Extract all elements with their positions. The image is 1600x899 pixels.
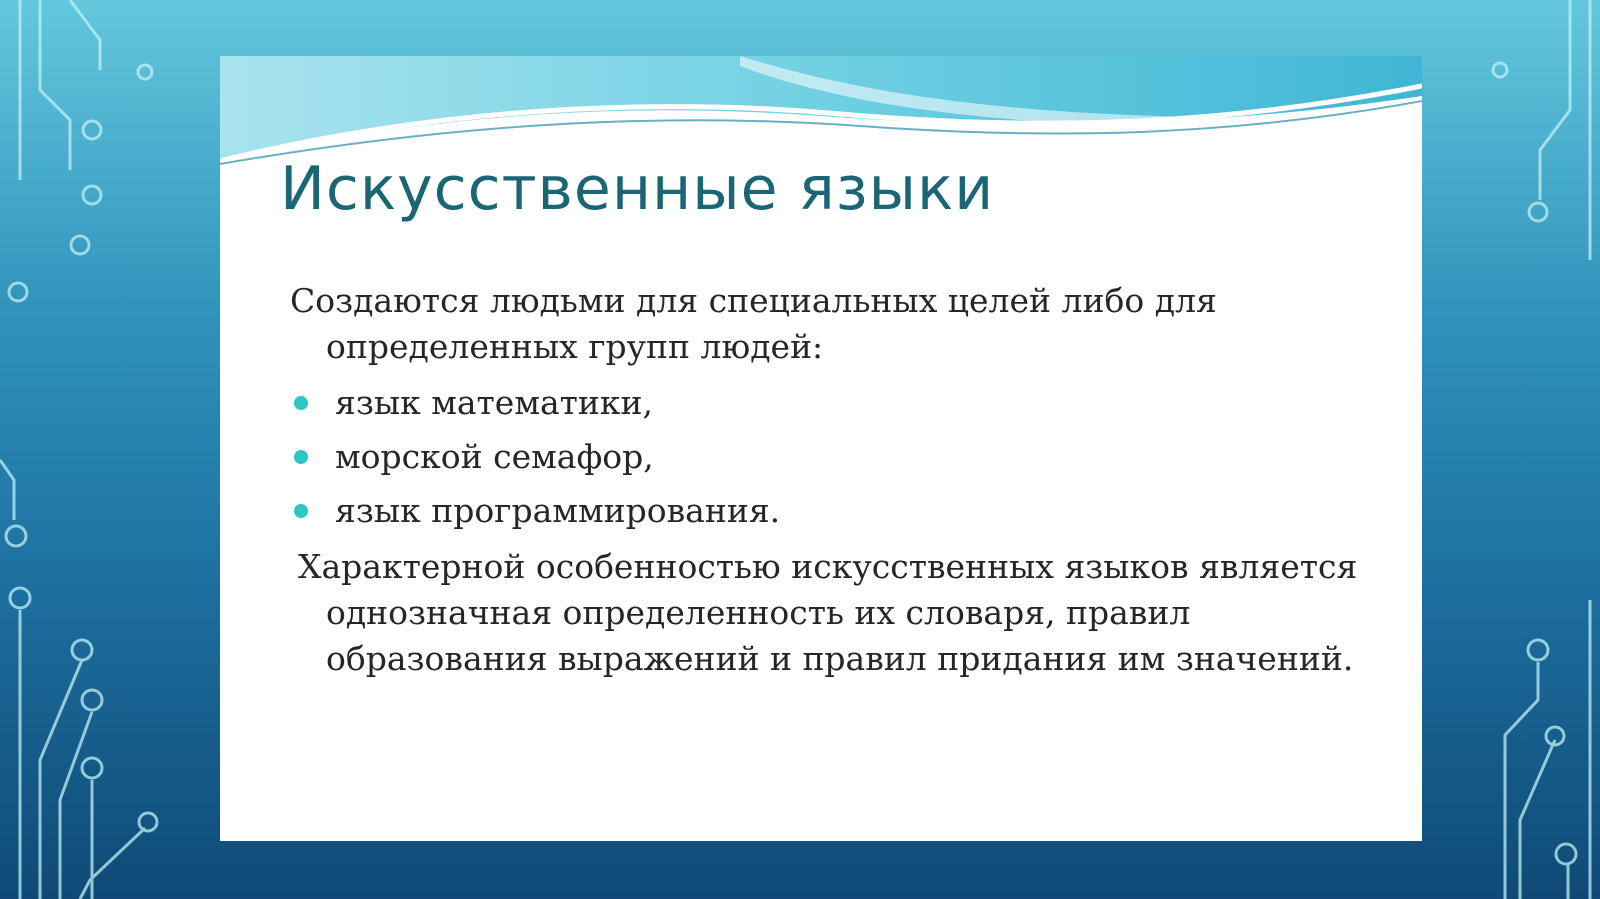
bullet-dot-icon	[294, 450, 308, 464]
bullet-text: язык математики,	[335, 383, 654, 422]
slide-title: Искусственные языки	[280, 154, 995, 224]
list-item	[290, 430, 1390, 484]
conclusion-paragraph: Характерной особенностью искусственных языков является однозначная определенность их словаря, правил образования выражений и правил придания им значений.	[298, 547, 1358, 678]
intro-paragraph: Создаются людьми для специальных целей либо для определенных групп людей:	[290, 281, 1217, 366]
slide	[220, 56, 1422, 841]
slide-body	[290, 278, 1390, 682]
bullet-dot-icon	[294, 504, 308, 518]
bullet-text: язык программирования.	[335, 491, 781, 530]
bullet-dot-icon	[294, 396, 308, 410]
bullet-text: морской семафор,	[335, 437, 654, 476]
bullet-list	[290, 376, 1390, 538]
list-item	[290, 376, 1390, 430]
list-item	[290, 484, 1390, 538]
